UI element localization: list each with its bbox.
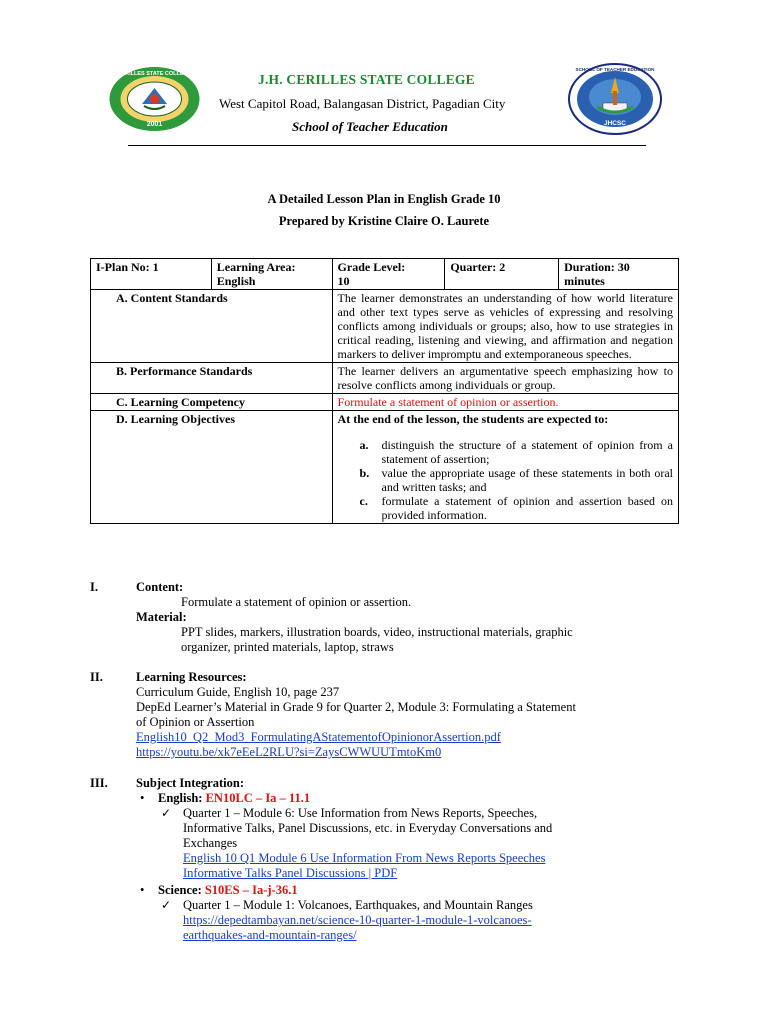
seal-ring-text: SCHOOL OF TEACHER EDUCATION [575,67,655,72]
section-ii-numeral: II. [90,670,103,684]
duration-cell [559,259,679,290]
performance-standards-label: B. Performance Standards [91,363,333,394]
checkmark-icon: ✓ [161,898,172,912]
resource-line-1: Curriculum Guide, English 10, page 237 [136,685,340,699]
seal-top-text: CERILLES STATE COLLEGE [117,71,192,77]
learning-objectives-cell [332,411,678,524]
section-i-numeral: I. [90,580,98,594]
english-module-line-1: Quarter 1 – Module 6: Use Information from News Reports, Speeches, [183,806,538,820]
english-module-link-2[interactable]: Informative Talks Panel Discussions | PDF [183,866,398,880]
english-code: EN10LC – Ia – 11.1 [205,791,311,805]
table-row [91,290,679,363]
english-module-line-3: Exchanges [183,836,238,850]
youtube-video-link[interactable]: https://youtu.be/xk7eEeL2RLU?si=ZaysCWWUUTmtoKm0 [136,745,442,759]
iplan-cell [91,259,212,290]
objective-text: value the appropriate usage of these statements in both oral and written tasks; and [381,466,673,494]
english-module-link-1[interactable]: English 10 Q1 Module 6 Use Information From News Reports Speeches [183,851,546,865]
material-label: Material: [136,610,187,624]
checkmark-icon: ✓ [161,806,172,820]
objectives-intro: At the end of the lesson, the students are expected to: [337,412,609,426]
content-label: Content: [136,580,184,594]
material-line-2: organizer, printed materials, laptop, straws [181,640,394,654]
duration-label: Duration: 30 [564,260,630,274]
objective-marker: b. [359,466,370,480]
section-iii-numeral: III. [90,776,108,790]
english-label: English: [158,791,203,805]
science-module-line-1: Quarter 1 – Module 1: Volcanoes, Earthquakes, and Mountain Ranges [183,898,533,912]
science-integration [158,883,298,898]
learning-competency-text: Formulate a statement of opinion or assertion. [332,394,678,411]
objective-marker: c. [359,494,368,508]
learning-resources-label: Learning Resources: [136,670,247,684]
objective-marker: a. [359,438,369,452]
content-standards-label: A. Content Standards [91,290,333,363]
performance-standards-text: The learner delivers an argumentative speech emphasizing how to resolve conflicts among individuals or group. [332,363,678,394]
college-name: J.H. CERILLES STATE COLLEGE [258,72,475,87]
objectives-list [338,438,673,522]
bullet-icon: • [140,883,145,897]
grade-level-value: 10 [337,274,350,288]
science-module-link-2[interactable]: earthquakes-and-mountain-ranges/ [183,928,357,942]
learning-competency-label: C. Learning Competency [91,394,333,411]
objective-text: formulate a statement of opinion and assertion based on provided information. [381,494,673,522]
table-row [91,411,679,524]
seal-year: 2001 [146,121,163,128]
header-rule [128,145,646,146]
science-module-link-1[interactable]: https://depedtambayan.net/science-10-quarter-1-module-1-volcanoes- [183,913,532,927]
objective-item [359,466,673,494]
objective-item [359,494,673,522]
resource-line-3: of Opinion or Assertion [136,715,255,729]
seal-initials: JHCSC [603,120,627,127]
learning-objectives-label: D. Learning Objectives [91,411,333,524]
quarter-text: Quarter: 2 [450,260,506,274]
lesson-plan-table [90,258,679,524]
teacher-education-seal-logo [567,63,663,135]
subject-integration-label: Subject Integration: [136,776,244,790]
grade-level-label: Grade Level: [337,260,406,274]
resource-line-2: DepEd Learner’s Material in Grade 9 for Quarter 2, Module 3: Formulating a Statement [136,700,576,714]
quarter-cell [445,259,559,290]
objective-item [359,438,673,466]
science-label: Science: [158,883,202,897]
science-code: S10ES – Ia-j-36.1 [204,883,298,897]
objective-text: distinguish the structure of a statement of opinion from a statement of assertion; [381,438,673,466]
english-module-line-2: Informative Talks, Panel Discussions, etc. in Everyday Conversations and [183,821,553,835]
learning-area-value: English [216,274,256,288]
school-name: School of Teacher Education [292,119,448,134]
prepared-by: Prepared by Kristine Claire O. Laurete [278,214,490,228]
material-line-1: PPT slides, markers, illustration boards, video, instructional materials, graphic [181,625,573,639]
english-integration [158,791,310,806]
college-seal-logo [108,66,201,132]
learning-area-cell [211,259,332,290]
document-title: A Detailed Lesson Plan in English Grade 10 [267,192,501,206]
table-row [91,394,679,411]
content-text: Formulate a statement of opinion or assertion. [181,595,412,609]
module-pdf-link[interactable]: English10_Q2_Mod3_FormulatingAStatementofOpinionorAssertion.pdf [136,730,501,744]
college-address: West Capitol Road, Balangasan District, Pagadian City [219,96,506,111]
iplan-text: I-Plan No: 1 [96,260,159,274]
bullet-icon: • [140,791,145,805]
table-row [91,259,679,290]
duration-value: minutes [564,274,605,288]
table-row [91,363,679,394]
grade-level-cell [332,259,445,290]
learning-area-label: Learning Area: [216,260,296,274]
content-standards-text: The learner demonstrates an understanding of how world literature and other text types serve as vehicles of expressing and resolving conflicts among individuals or groups; also, how to use strategies in critical reading, listening and viewing, and affirmation and negation markers to deliver impromptu and extemporaneous speeches. [332,290,678,363]
